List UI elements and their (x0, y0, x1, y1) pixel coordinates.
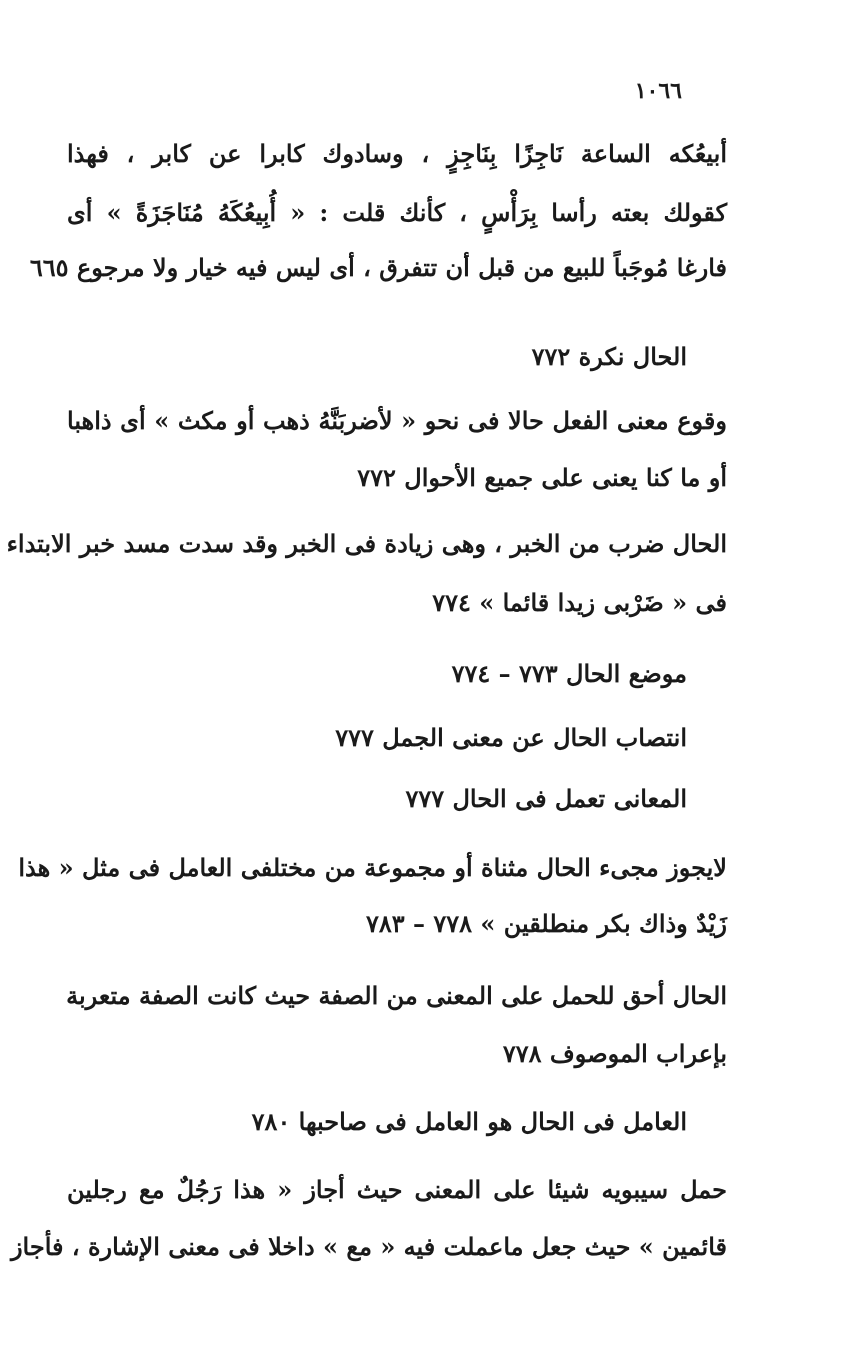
paragraph-line: الحال أحق للحمل على المعنى من الصفة حيث كانت الصفة متعربة (66, 981, 727, 1010)
paragraph-line: فارغا مُوجَباً للبيع من قبل أن تتفرق ، أى ليس فيه خيار ولا مرجوع ٦٦٥ (29, 253, 727, 282)
index-entry: المعانى تعمل فى الحال ٧٧٧ (405, 784, 687, 813)
index-entry: العامل فى الحال هو العامل فى صاحبها ٧٨٠ (251, 1107, 687, 1136)
index-entry: موضع الحال ٧٧٣ – ٧٧٤ (451, 659, 687, 688)
paragraph-line: لايجوز مجىء الحال مثناة أو مجموعة من مختلفى العامل فى مثل « هذا (18, 853, 727, 882)
paragraph-line: حمل سيبويه شيئا على المعنى حيث أجاز « هذا رَجُلٌ مع رجلين (67, 1175, 727, 1204)
paragraph-line: زَيْدٌ وذاك بكر منطلقين » ٧٧٨ – ٧٨٣ (366, 909, 727, 938)
paragraph-line: كقولك بعته رأسا بِرَأْسٍ ، كأنك قلت : « أُبِيعُكَهُ مُنَاجَزَةً » أى (67, 198, 727, 227)
paragraph-line: الحال ضرب من الخبر ، وهى زيادة فى الخبر وقد سدت مسد خبر الابتداء (6, 529, 727, 558)
paragraph-line: أو ما كنا يعنى على جميع الأحوال ٧٧٢ (357, 463, 727, 492)
index-entry: الحال نكرة ٧٧٢ (531, 342, 687, 371)
index-entry: انتصاب الحال عن معنى الجمل ٧٧٧ (335, 723, 687, 752)
page-number: ١٠٦٦ (634, 78, 682, 104)
paragraph-line: قائمين » حيث جعل ماعملت فيه « مع » داخلا فى معنى الإشارة ، فأجاز (10, 1232, 727, 1261)
paragraph-line: وقوع معنى الفعل حالا فى نحو « لأضربَنَّهُ ذهب أو مكث » أى ذاهبا (67, 406, 727, 435)
paragraph-line: بإعراب الموصوف ٧٧٨ (502, 1039, 727, 1068)
paragraph-line: فى « ضَرْبى زيدا قائما » ٧٧٤ (432, 588, 727, 617)
paragraph-line: أبيعُكه الساعة نَاجِزًا بِنَاجِزٍ ، وسادوك كابرا عن كابر ، فهذا (67, 139, 727, 168)
